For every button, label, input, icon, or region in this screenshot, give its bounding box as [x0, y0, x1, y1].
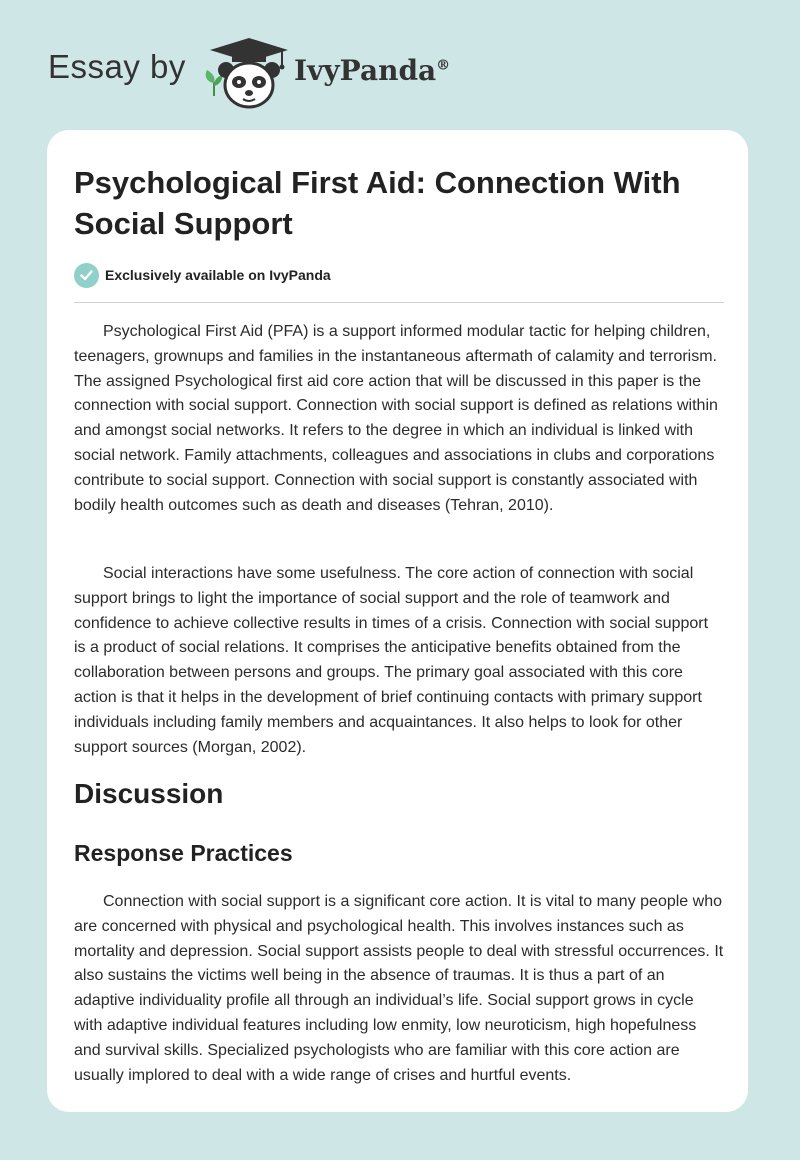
exclusive-badge — [74, 262, 331, 288]
paragraph-1: Psychological First Aid (PFA) is a support informed modular tactic for helping children, teenagers, grownups and families in the instantaneous aftermath of calamity and terrorism. The assigned Psychological first aid core action that will be discussed in this paper is the connection with social support. Connection with social support is defined as relations within and amongst social networks. It refers to the degree in which an individual is linked with social network. Family attachments, colleagues and associations in clubs and corporations contribute to social support. Connection with social support is constantly associated with bodily health outcomes such as death and diseases (Tehran, 2010). — [74, 323, 718, 514]
brand-name-text: IvyPanda — [294, 54, 437, 87]
paragraph-2: Social interactions have some usefulness. The core action of connection with social support brings to light the importance of social support and the role of teamwork and confidence to achieve collective results in times of a crisis. Connection with social support is a product of social relations. It comprises the anticipative benefits obtained from the collaboration between persons and groups. The primary goal associated with this core action is that it helps in the development of brief continuing contacts with primary support individuals including family members and acquaintances. It also helps to look for other support sources (Morgan, 2002). — [74, 565, 709, 756]
panda-graduate-icon[interactable] — [208, 36, 290, 110]
section-heading-discussion: Discussion — [74, 778, 224, 809]
exclusive-badge-text: Exclusively available on IvyPanda — [105, 267, 331, 283]
paragraph-3: Connection with social support is a significant core action. It is vital to many people who are concerned with physical and psychological health. This involves instances such as mortality and depression. Social support assists people to deal with stressful occurrences. It also sustains the victims well being in the absence of traumas. It is thus a part of an adaptive individuality profile all through an individual’s life. Social support grows in cycle with adaptive individual features including low enmity, low neuroticism, high hopefulness and survival skills. Specialized psychologists who are familiar with this core action are usually implored to deal with a wide range of crises and hurtful events. — [74, 893, 724, 1084]
site-header — [0, 0, 800, 130]
divider — [74, 302, 724, 303]
essay-by-label: Essay by — [48, 48, 186, 85]
essay-card — [47, 130, 748, 1112]
subsection-heading-response-practices: Response Practices — [74, 840, 293, 866]
brand-name[interactable] — [294, 54, 450, 87]
check-icon — [74, 263, 99, 288]
page-title: Psychological First Aid: Connection With Social Support — [74, 165, 681, 241]
registered-mark: ® — [436, 57, 451, 74]
